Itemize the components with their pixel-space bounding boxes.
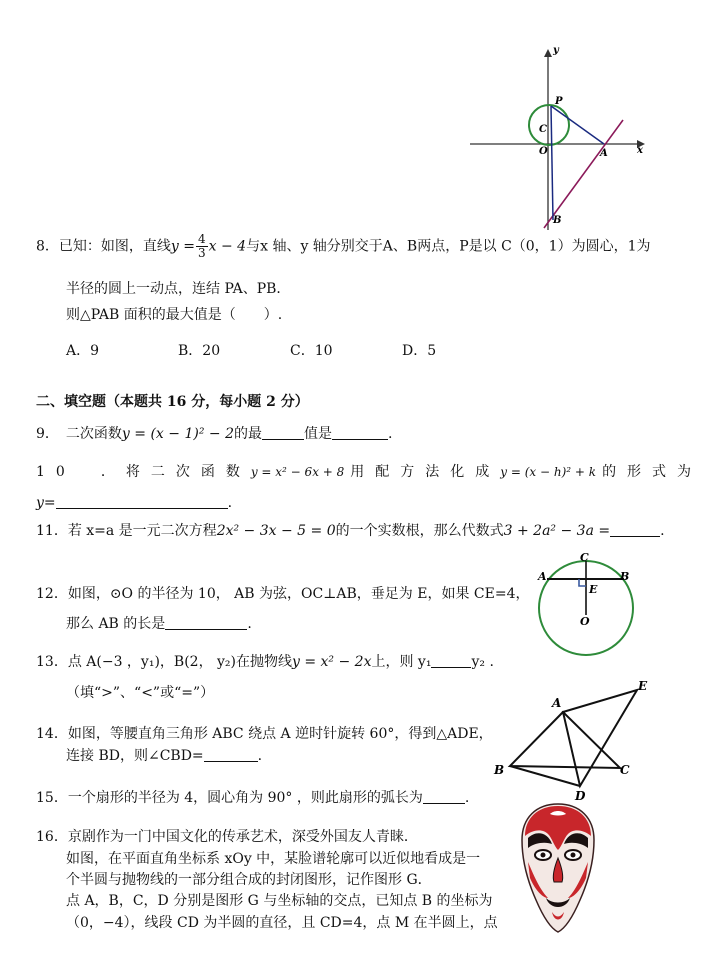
q14-line1: 14．如图，等腰直角三角形 ABC 绕点 A 逆时针旋转 60°，得到△ADE，: [36, 726, 493, 742]
circle-c: [529, 105, 569, 145]
label-b: B: [494, 763, 505, 777]
q16-line5: （0，−4），线段 CD 为半圆的直径，且 CD=4，点 M 在半圆上，点: [66, 915, 498, 931]
q16-line1: 16．京剧作为一门中国文化的传承艺术，深受外国友人青睐．: [36, 829, 418, 845]
segment-pb: [551, 106, 553, 220]
y-axis-arrow: [544, 49, 552, 57]
q13-line1: 13．点 A(−3 ，y₁)，B(2， y₂)在抛物线y = x² − 2x上，则 y₁ y₂ .: [36, 654, 494, 670]
q14-figure: [490, 676, 655, 804]
q12-line2: 那么 AB 的长是 .: [66, 616, 252, 632]
q9: 9． 二次函数y = (x − 1)² − 2的最 值是 .: [36, 426, 393, 442]
segment-bd: [510, 766, 580, 786]
q13-line2: （填“>”、“<”或“=”）: [66, 685, 215, 701]
q8-figure: [465, 40, 655, 235]
q10-line1: 10 ．将二次函数y = x² − 6x + 8 用配方法化成y = (x − h)² + k 的形式为: [36, 464, 702, 480]
q12-figure: [530, 550, 645, 662]
label-o: O: [539, 146, 548, 157]
label-b: B: [620, 570, 630, 583]
label-p: P: [555, 96, 563, 107]
label-c: C: [580, 551, 589, 564]
label-x: x: [637, 145, 643, 156]
line-ab: [544, 120, 623, 228]
label-c: C: [539, 124, 547, 135]
label-d: D: [575, 789, 586, 803]
q14-line2: 连接 BD，则∠CBD= .: [66, 748, 263, 764]
label-o: O: [580, 615, 590, 628]
q8-option-a: A．9: [66, 343, 100, 359]
q16-line3: 个半圆与抛物线的一部分组合成的封闭图形，记作图形 G．: [66, 872, 432, 888]
q8-line1: 8．已知：如图，直线y = $\frac{4}{3}$ x − 4与x 轴、y 轴分别交于A、B两点，P是以 C（0，1）为圆心，1为: [36, 232, 651, 260]
q15: 15．一个扇形的半径为 4，圆心角为 90° ，则此扇形的弧长为 .: [36, 790, 470, 806]
q8-line2: 半径的圆上一动点，连结 PA、PB．: [66, 281, 291, 297]
label-a: A: [552, 696, 562, 710]
label-e: E: [638, 679, 648, 693]
label-c: C: [620, 763, 630, 777]
q8-option-b: B．20: [178, 343, 221, 359]
label-e: E: [589, 583, 598, 596]
q8-option-c: C．10: [290, 343, 333, 359]
q11: 11．若 x=a 是一元二次方程2x² − 3x − 5 = 0的一个实数根，那么代数式3 + 2a² − 3a = .: [36, 523, 665, 539]
opera-mask-image: [518, 800, 598, 935]
q16-line2: 如图，在平面直角坐标系 xOy 中，某脸谱轮廓可以近似地看成是一: [66, 851, 481, 867]
label-y: y: [553, 45, 559, 56]
fraction-4-3: $\frac{4}{3}$: [198, 232, 206, 260]
q8-line3: 则△PAB 面积的最大值是（ ）.: [66, 307, 283, 323]
q10-line2: y= .: [36, 495, 233, 511]
label-a: A: [538, 570, 547, 583]
right-angle-mark: [579, 579, 586, 586]
label-b: B: [553, 215, 562, 226]
segment-pa: [551, 106, 604, 144]
q16-line4: 点 A，B，C，D 分别是图形 G 与坐标轴的交点，已知点 B 的坐标为: [66, 893, 493, 909]
label-a: A: [600, 148, 608, 159]
q8-option-d: D．5: [402, 343, 437, 359]
q12-line1: 12．如图，⊙O 的半径为 10， AB 为弦，OC⊥AB，垂足为 E，如果 CE=4，: [36, 586, 530, 602]
section-heading: 二、填空题（本题共 16 分，每小题 2 分）: [36, 394, 309, 410]
